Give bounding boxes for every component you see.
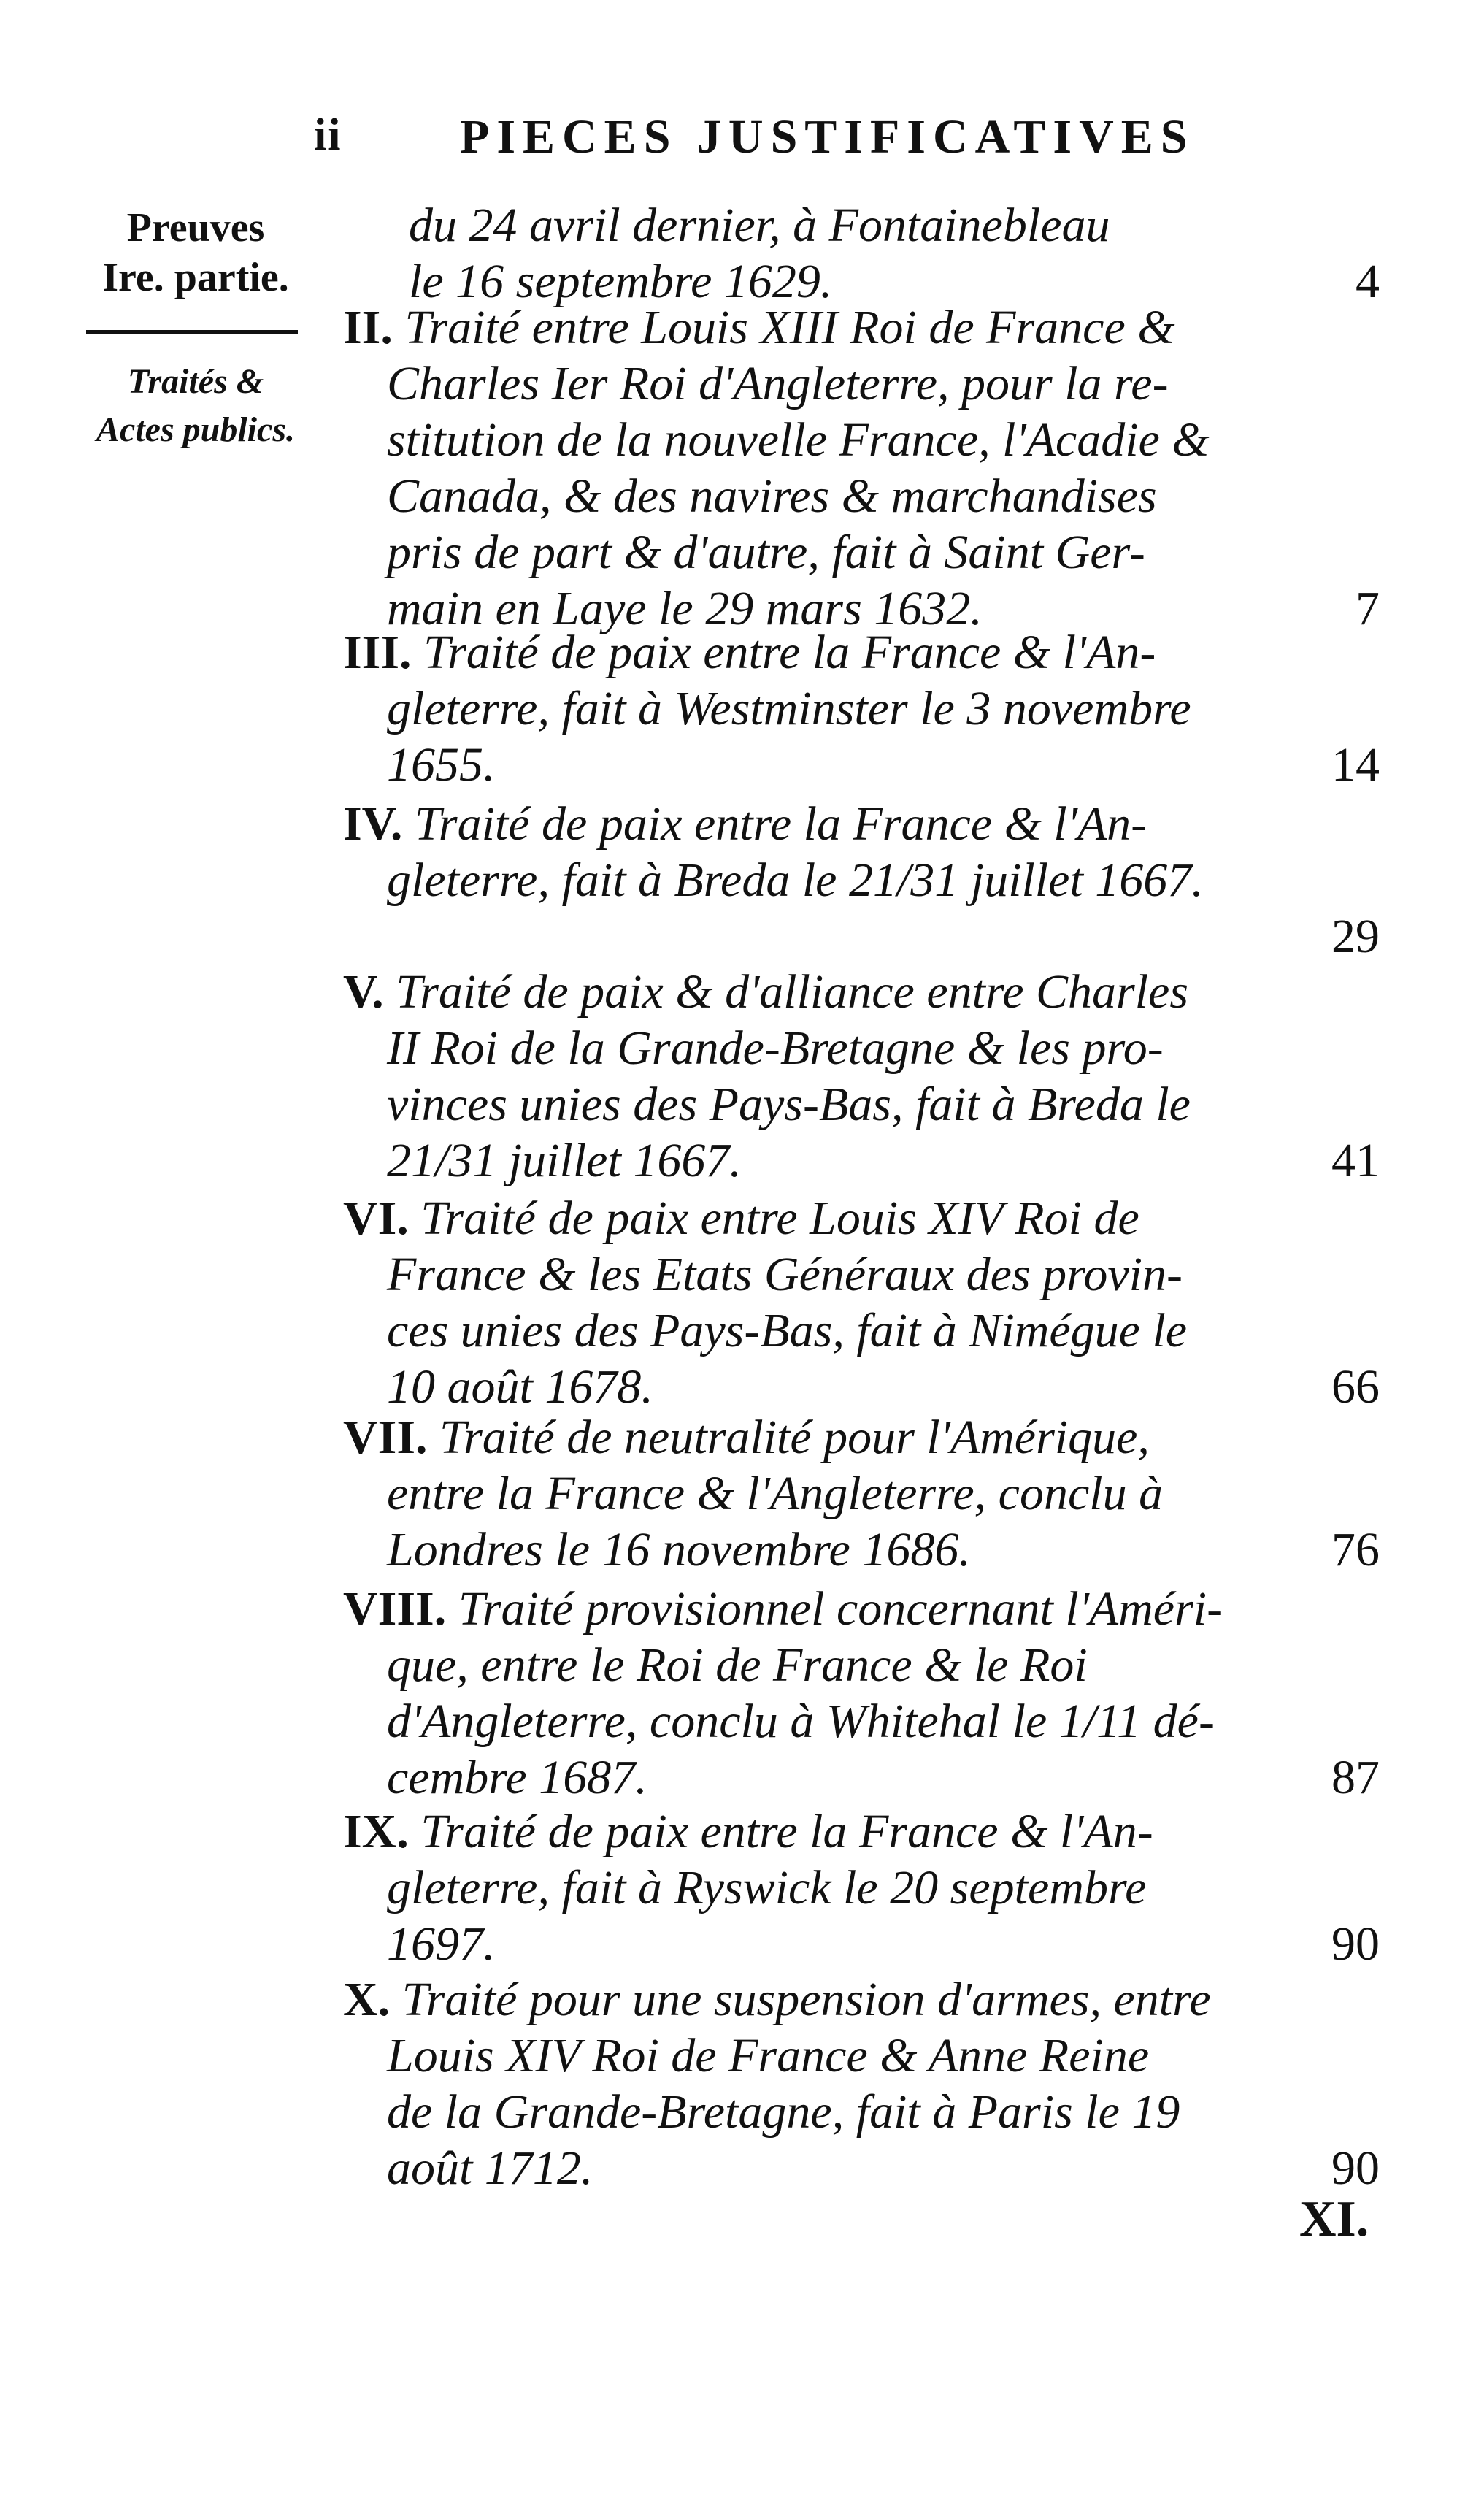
toc-page-number: 7 [1356, 582, 1380, 635]
toc-entry-number: X. [343, 1973, 402, 2026]
margin-proofs-line1: Preuves [126, 205, 265, 250]
toc-entry-text: II Roi de la Grande-Bretagne & les pro- [387, 1021, 1164, 1075]
toc-entry [343, 796, 1380, 965]
toc-entry-line [387, 1749, 647, 1806]
toc-entry-text: main en Laye le 29 mars 1632. [387, 582, 983, 635]
toc-entry-line [387, 2084, 1180, 2140]
toc-entry-text: Traité de paix entre la France & l'An- [420, 1805, 1153, 1858]
toc-entry-text: vinces unies des Pays-Bas, fait à Breda le [387, 1078, 1191, 1131]
toc-entry-text: du 24 avril dernier, à Fontainebleau [409, 199, 1110, 252]
toc-entry-text: de la Grande-Bretagne, fait à Paris le 19 [387, 2085, 1180, 2139]
toc-entry-number: V. [343, 965, 396, 1019]
toc-entry-line [387, 1465, 1163, 1522]
toc-page-number: 90 [1331, 2142, 1380, 2195]
toc-entry-text: Traité de paix entre la France & l'An- [423, 626, 1156, 679]
toc-entry-line [387, 1020, 1164, 1076]
toc-entry [343, 1190, 1380, 1415]
toc-entry-line [387, 2028, 1149, 2084]
toc-entry [343, 1803, 1380, 1972]
toc-entry-number: VI. [343, 1192, 421, 1245]
toc-entry [343, 299, 1380, 637]
toc-entry-text: stitution de la nouvelle France, l'Acadie & [387, 413, 1210, 467]
toc-entry-line [387, 1693, 1215, 1749]
toc-entry-text: France & les Etats Généraux des provin- [387, 1248, 1183, 1301]
catchword: XI. [1299, 2191, 1369, 2247]
toc-entry-line [387, 412, 1210, 468]
toc-entry-line [343, 796, 1147, 852]
toc-entry [343, 964, 1380, 1189]
toc-entry-line [387, 1522, 971, 1578]
toc-page-number: 41 [1331, 1134, 1380, 1187]
toc-entry-text: Louis XIV Roi de France & Anne Reine [387, 2029, 1150, 2082]
toc-entry [343, 1971, 1380, 2196]
toc-page-number: 90 [1331, 1917, 1380, 1971]
margin-note-section [64, 358, 327, 454]
toc-entry-line [343, 299, 1175, 356]
toc-entry-line [387, 737, 496, 793]
toc-entry-text: que, entre le Roi de France & le Roi [387, 1638, 1088, 1692]
toc-page-number: 4 [1356, 255, 1380, 308]
toc-entry-line [343, 964, 1188, 1020]
toc-entry-line [343, 1581, 1223, 1637]
toc-entry-line [387, 2140, 593, 2196]
toc-entry-line [387, 1637, 1088, 1693]
toc-entry-text: Traité de paix entre la France & l'An- [414, 797, 1147, 851]
toc-entry-text: cembre 1687. [387, 1751, 647, 1804]
toc-entry-text: 21/31 juillet 1667. [387, 1134, 742, 1187]
toc-entry-text: gleterre, fait à Breda le 21/31 juillet 1667. [387, 854, 1204, 907]
toc-entry-line [387, 356, 1169, 412]
toc-entry-line [387, 468, 1157, 524]
page-header [314, 110, 1263, 168]
toc-entry-text: Traité de paix entre Louis XIV Roi de [420, 1192, 1139, 1245]
toc-entry [343, 624, 1380, 793]
toc-entry-line [387, 524, 1145, 580]
toc-entry-text: Traité provisionnel concernant l'Améri- [458, 1582, 1223, 1636]
toc-entry-number: II. [343, 301, 405, 354]
margin-rule [86, 330, 298, 334]
toc-entry-line [387, 1359, 653, 1415]
toc-entry [343, 197, 1380, 310]
toc-entry-text: le 16 septembre 1629. [409, 255, 833, 308]
toc-entry-number: VII. [343, 1411, 440, 1464]
toc-entry-line [343, 624, 1156, 680]
toc-entry-text: gleterre, fait à Westminster le 3 novembre [387, 682, 1191, 735]
toc-entry-text: ces unies des Pays-Bas, fait à Nimégue le [387, 1304, 1188, 1357]
toc-page-number: 29 [1331, 910, 1380, 963]
toc-entry-line [387, 1132, 742, 1189]
toc-entry-text: 1655. [387, 738, 496, 791]
toc-entry-text: Traité entre Louis XIII Roi de France & [404, 301, 1175, 354]
toc-entry-text: d'Angleterre, conclu à Whitehal le 1/11 dé- [387, 1695, 1215, 1748]
margin-section-line2: Actes publics. [96, 410, 295, 449]
toc-entry-line [387, 852, 1204, 908]
toc-entry-text: gleterre, fait à Ryswick le 20 septembre [387, 1861, 1147, 1914]
toc-page-number: 76 [1331, 1523, 1380, 1576]
running-title: PIECES JUSTIFICATIVES [460, 110, 1195, 164]
toc-entry-number: III. [343, 626, 424, 679]
toc-page-number: 66 [1331, 1360, 1380, 1414]
toc-entry-line [409, 197, 1110, 253]
toc-entry-line [343, 1971, 1211, 2028]
toc-entry-text: Traité de neutralité pour l'Amérique, [439, 1411, 1150, 1464]
toc-entry-line [387, 680, 1191, 737]
toc-entry-text: entre la France & l'Angleterre, conclu à [387, 1467, 1164, 1520]
margin-proofs-line2: Ire. partie. [102, 255, 289, 300]
toc-page-number: 14 [1331, 738, 1380, 791]
toc-entry-line [387, 1860, 1146, 1916]
toc-entry-line [343, 1190, 1139, 1246]
toc-page-number: 87 [1331, 1751, 1380, 1804]
toc-entry-line [343, 1409, 1150, 1465]
toc-entry-text: 10 août 1678. [387, 1360, 653, 1414]
toc-entry-line [387, 1076, 1191, 1132]
toc-entry-text: Traité de paix & d'alliance entre Charles [396, 965, 1189, 1019]
toc-entry-text: Charles Ier Roi d'Angleterre, pour la re- [387, 357, 1169, 410]
page-folio: ii [314, 110, 342, 160]
toc-entry-text: Canada, & des navires & marchandises [387, 469, 1157, 523]
toc-entry-line [387, 1916, 496, 1972]
toc-entry-text: août 1712. [387, 2142, 593, 2195]
toc-entry-number: VIII. [343, 1582, 458, 1636]
margin-section-line1: Traités & [127, 362, 264, 401]
toc-entry-number: IX. [343, 1805, 421, 1858]
toc-entry-text: Traité pour une suspension d'armes, entre [401, 1973, 1211, 2026]
toc-entry-number: IV. [343, 797, 415, 851]
toc-entry-text: pris de part & d'autre, fait à Saint Ger- [387, 526, 1145, 579]
toc-entry [343, 1409, 1380, 1578]
toc-entry-line [387, 1303, 1187, 1359]
toc-entry-line [387, 1246, 1183, 1303]
toc-entry-text: 1697. [387, 1917, 496, 1971]
margin-note-proofs [64, 203, 327, 302]
toc-entry-line [343, 1803, 1153, 1860]
toc-entry-text: Londres le 16 novembre 1686. [387, 1523, 971, 1576]
toc-entry [343, 1581, 1380, 1806]
